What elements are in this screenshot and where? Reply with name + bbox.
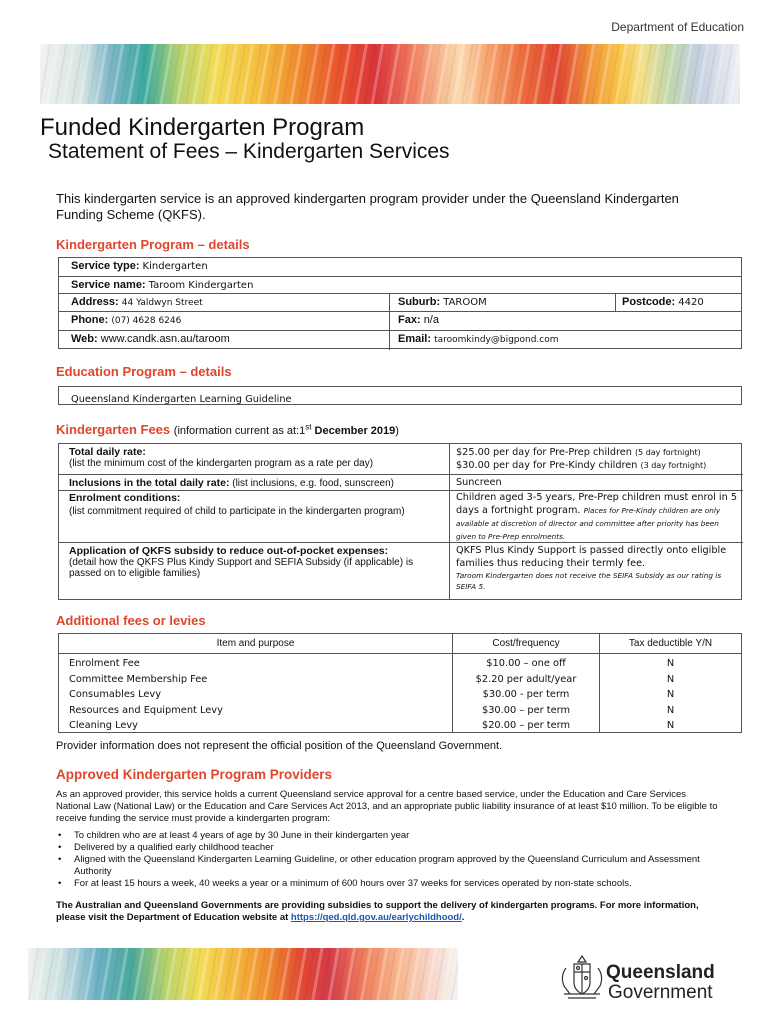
inclusions-value-cell xyxy=(450,475,743,491)
total-daily-value-2: $30.00 per day for Pre-Kindy children xyxy=(456,460,638,471)
service-type-label: Service type: xyxy=(71,260,140,272)
email-label: Email: xyxy=(398,333,432,345)
qld-government-logo xyxy=(554,950,744,1006)
total-daily-value-1: $25.00 per day for Pre-Prep children xyxy=(456,447,632,458)
suburb-value: TAROOM xyxy=(443,297,487,308)
kinder-details-table xyxy=(58,257,742,349)
intro-text: This kindergarten service is an approved kindergarten program provider under the Queensland Kindergarten Funding Scheme (QKFS). xyxy=(56,191,679,222)
page-subtitle: Statement of Fees – Kindergarten Services xyxy=(48,140,450,163)
col-cost-header: Cost/frequency xyxy=(492,638,560,649)
total-daily-cell xyxy=(59,444,449,475)
footer-banner xyxy=(28,948,458,1000)
suburb-label: Suburb: xyxy=(398,296,441,308)
fee-cost: $20.00 – per term xyxy=(481,720,571,731)
fee-tax: N xyxy=(666,704,675,716)
web-value[interactable]: www.candk.asn.au/taroom xyxy=(100,333,230,345)
enrolment-cell xyxy=(59,491,449,543)
service-name-label: Service name: xyxy=(71,279,146,291)
fee-tax: N xyxy=(666,673,675,685)
page-title: Funded Kindergarten Program xyxy=(40,114,365,141)
total-daily-hint: (list the minimum cost of the kindergarten program as a rate per day) xyxy=(69,458,374,469)
kinder-details-heading: Kindergarten Program – details xyxy=(56,237,250,252)
subsidy-cell xyxy=(59,543,449,601)
list-item: • For at least 15 hours a week, 40 weeks a year or a minimum of 600 hours over 37 weeks for services operated by non-state schools. xyxy=(56,878,721,890)
fees-heading xyxy=(56,422,399,437)
inclusions-cell xyxy=(59,475,449,491)
fee-item: Consumables Levy xyxy=(69,689,161,700)
phone-label: Phone: xyxy=(71,314,109,326)
fees-heading-text: Kindergarten Fees xyxy=(56,422,171,437)
item-column xyxy=(59,634,452,732)
education-table xyxy=(58,386,742,405)
fax-value: n/a xyxy=(423,314,439,326)
closing-text: The Australian and Queensland Governments are providing subsidies to support the delivery of kindergarten programs. For more information, please visit the Department of Education website at https://qed.qld.gov.au/earlychildhood/. xyxy=(56,900,699,923)
education-heading: Education Program – details xyxy=(56,364,232,379)
address-label: Address: xyxy=(71,296,119,308)
address-value: 44 Yaldwyn Street xyxy=(121,298,203,308)
address-row xyxy=(59,294,741,312)
fee-item: Committee Membership Fee xyxy=(69,673,208,685)
subsidy-hint: (detail how the QKFS Plus Kindy Support and SEFIA Subsidy (if applicable) is passed on to eligible families) xyxy=(69,557,414,579)
disclaimer: Provider information does not represent the official position of the Queensland Government. xyxy=(56,740,503,752)
subsidy-value: QKFS Plus Kindy Support is passed directly onto eligible families thus reducing their termly fee. xyxy=(456,545,727,569)
email-value[interactable]: taroomkindy@bigpond.com xyxy=(434,335,559,345)
enrolment-hint: (list commitment required of child to participate in the kindergarten program) xyxy=(69,506,405,517)
fee-item: Enrolment Fee xyxy=(69,658,140,669)
approved-heading: Approved Kindergarten Program Providers xyxy=(56,767,333,782)
fee-item: Cleaning Levy xyxy=(69,720,138,731)
col-item-header: Item and purpose xyxy=(216,638,295,649)
list-item: • Delivered by a qualified early childhood teacher xyxy=(56,842,721,854)
fee-cost: $30.00 - per term xyxy=(482,689,570,700)
header-banner xyxy=(40,44,740,104)
fee-tax: N xyxy=(666,720,675,731)
education-value: Queensland Kindergarten Learning Guideline xyxy=(71,394,292,405)
approved-text: As an approved provider, this service holds a current Queensland service approval for a centre based service, under the Education and Care Services National Law (National Law) or the Education and Care Services Act 2013, and an appropriate public liability insurance of at least $10 million. To be eligible to receive funding the service must provide a kindergarten program: xyxy=(56,789,718,824)
cost-column xyxy=(452,634,599,732)
inclusions-hint: (list inclusions, e.g. food, sunscreen) xyxy=(232,478,394,489)
crest-icon xyxy=(554,950,610,1006)
enrolment-value-cell xyxy=(450,491,743,543)
total-daily-value-cell: $25.00 per day for Pre-Prep children (5 day fortnight) $30.00 per day for Pre-Kindy children (3 day fortnight) xyxy=(450,444,743,475)
fax-label: Fax: xyxy=(398,314,421,326)
fee-cost: $30.00 – per term xyxy=(481,704,571,716)
fee-tax: N xyxy=(666,689,675,700)
additional-heading: Additional fees or levies xyxy=(56,613,206,628)
inclusions-label: Inclusions in the total daily rate: xyxy=(69,477,230,489)
phone-row xyxy=(59,312,741,331)
fee-cost: $10.00 – one off xyxy=(486,658,566,669)
subsidy-label: Application of QKFS subsidy to reduce out-of-pocket expenses: xyxy=(69,545,389,557)
service-name-value: Taroom Kindergarten xyxy=(148,280,254,291)
fees-info: (information current as at:1st December 2019) xyxy=(173,422,399,437)
service-type-row xyxy=(59,258,741,277)
web-row xyxy=(59,331,741,350)
eligibility-list xyxy=(56,830,721,890)
qld-gov: Government xyxy=(608,982,713,1003)
list-item: • Aligned with the Queensland Kindergarten Learning Guideline, or other education program approved by the Queensland Curriculum and Assessment Authority xyxy=(56,854,721,878)
enrolment-value: Children aged 3-5 years, Pre-Prep children must enrol in 5 days a fortnight program. xyxy=(456,492,737,516)
service-type-value: Kindergarten xyxy=(142,261,208,272)
qld-name: Queensland xyxy=(606,962,715,983)
fee-tax: N xyxy=(666,658,675,669)
additional-fees-table xyxy=(58,633,742,733)
fees-table xyxy=(58,443,742,600)
web-label: Web: xyxy=(71,333,98,345)
education-website-link[interactable]: https://qed.qld.gov.au/earlychildhood/ xyxy=(290,912,462,923)
list-item: • To children who are at least 4 years of age by 30 June in their kindergarten year xyxy=(56,830,721,842)
inclusions-value: Suncreen xyxy=(456,477,502,488)
postcode-label: Postcode: xyxy=(622,296,676,308)
department-name: Department of Education xyxy=(611,20,744,34)
total-daily-label: Total daily rate: xyxy=(69,446,146,458)
fee-cost: $2.20 per adult/year xyxy=(475,673,577,685)
postcode-value: 4420 xyxy=(678,297,704,308)
phone-value: (07) 4628 6246 xyxy=(111,316,182,326)
fee-item: Resources and Equipment Levy xyxy=(69,704,223,716)
subsidy-value-cell xyxy=(450,543,743,601)
col-tax-header: Tax deductible Y/N xyxy=(628,638,713,649)
service-name-row xyxy=(59,277,741,294)
subsidy-small: Taroom Kindergarten does not receive the SEIFA Subsidy as our rating is SEIFA 5. xyxy=(456,571,722,591)
enrolment-small: Places for Pre-Kindy children are only available at discretion of director and committee after priority has been given to Pre-Prep enrolments. xyxy=(456,506,721,541)
tax-column xyxy=(599,634,741,732)
enrolment-label: Enrolment conditions: xyxy=(69,492,181,504)
